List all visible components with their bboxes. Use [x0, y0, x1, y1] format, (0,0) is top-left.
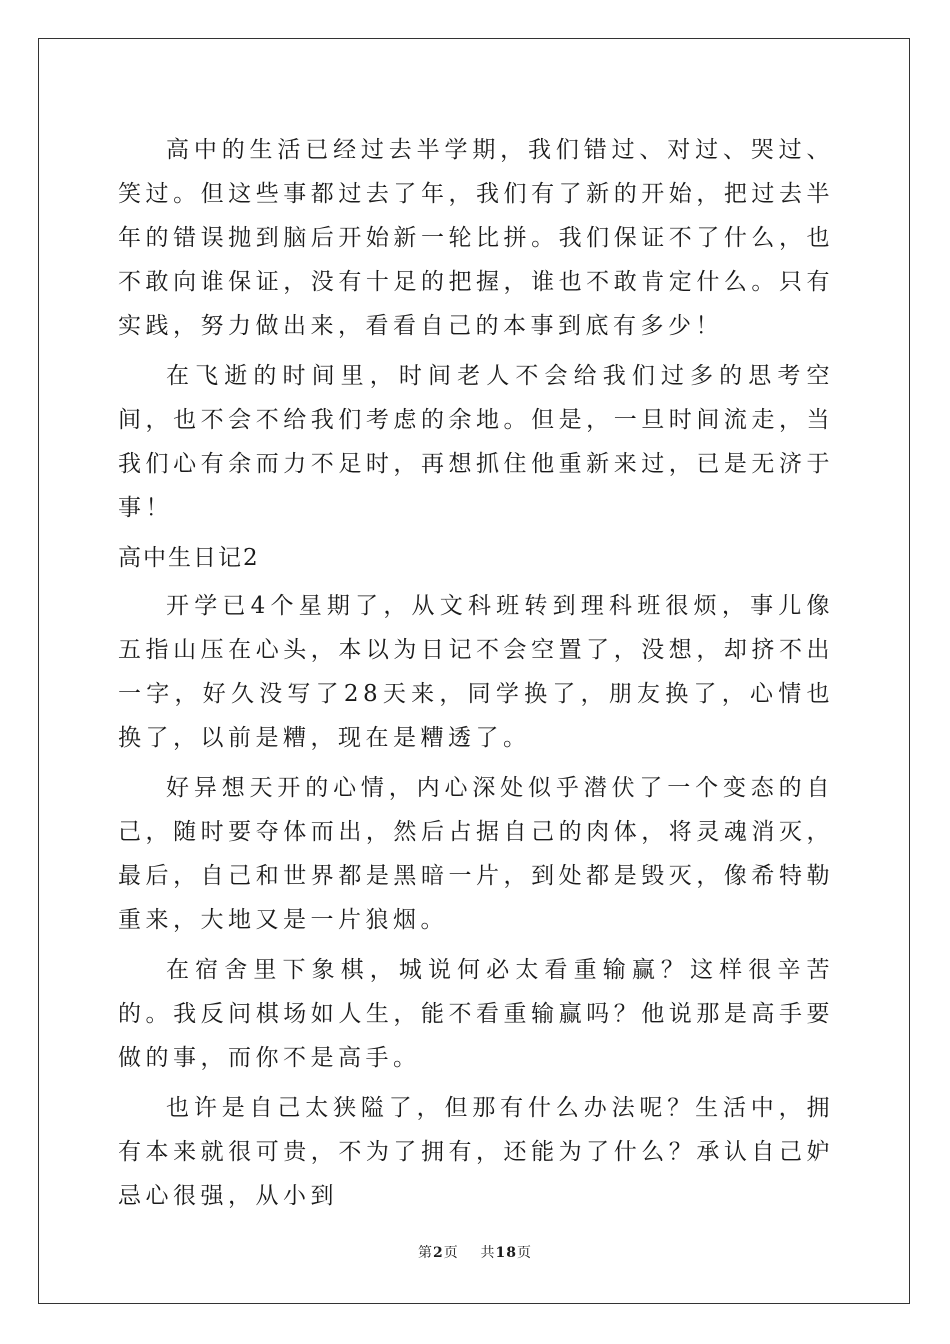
total-page-count: 18	[495, 1245, 518, 1261]
paragraph: 也许是自己太狭隘了，但那有什么办法呢？生活中，拥有本来就很可贵，不为了拥有，还能为了什么？承认自己妒忌心很强，从小到	[118, 1095, 834, 1209]
paragraph: 开学已4个星期了，从文科班转到理科班很烦，事儿像五指山压在心头，本以为日记不会空置了，没想，却挤不出一字，好久没写了28天来，同学换了，朋友换了，心情也换了，以前是糟，现在是糟透了。	[118, 593, 834, 751]
paragraph: 好异想天开的心情，内心深处似乎潜伏了一个变态的自己，随时要夺体而出，然后占据自己的肉体，将灵魂消灭，最后，自己和世界都是黑暗一片，到处都是毁灭，像希特勒重来，大地又是一片狼烟。	[118, 775, 834, 933]
section-heading: 高中生日记2	[118, 545, 260, 571]
current-page-number: 2	[432, 1245, 444, 1261]
page-unit: 页	[443, 1245, 459, 1261]
paragraph: 高中的生活已经过去半学期，我们错过、对过、哭过、笑过。但这些事都过去了年，我们有了新的开始，把过去半年的错误抛到脑后开始新一轮比拼。我们保证不了什么，也不敢向谁保证，没有十足的把握，谁也不敢肯定什么。只有实践，努力做出来，看看自己的本事到底有多少！	[118, 137, 834, 339]
page-prefix: 第	[417, 1245, 433, 1261]
paragraph: 在宿舍里下象棋，城说何必太看重输赢？这样很辛苦的。我反问棋场如人生，能不看重输赢吗？他说那是高手要做的事，而你不是高手。	[118, 957, 834, 1071]
total-prefix: 共	[480, 1245, 496, 1261]
paragraph: 在飞逝的时间里，时间老人不会给我们过多的思考空间，也不会不给我们考虑的余地。但是，一旦时间流走，当我们心有余而力不足时，再想抓住他重新来过，已是无济于事！	[118, 363, 834, 521]
document-body	[118, 128, 834, 1224]
page-footer	[0, 1242, 950, 1262]
total-unit: 页	[517, 1245, 533, 1261]
